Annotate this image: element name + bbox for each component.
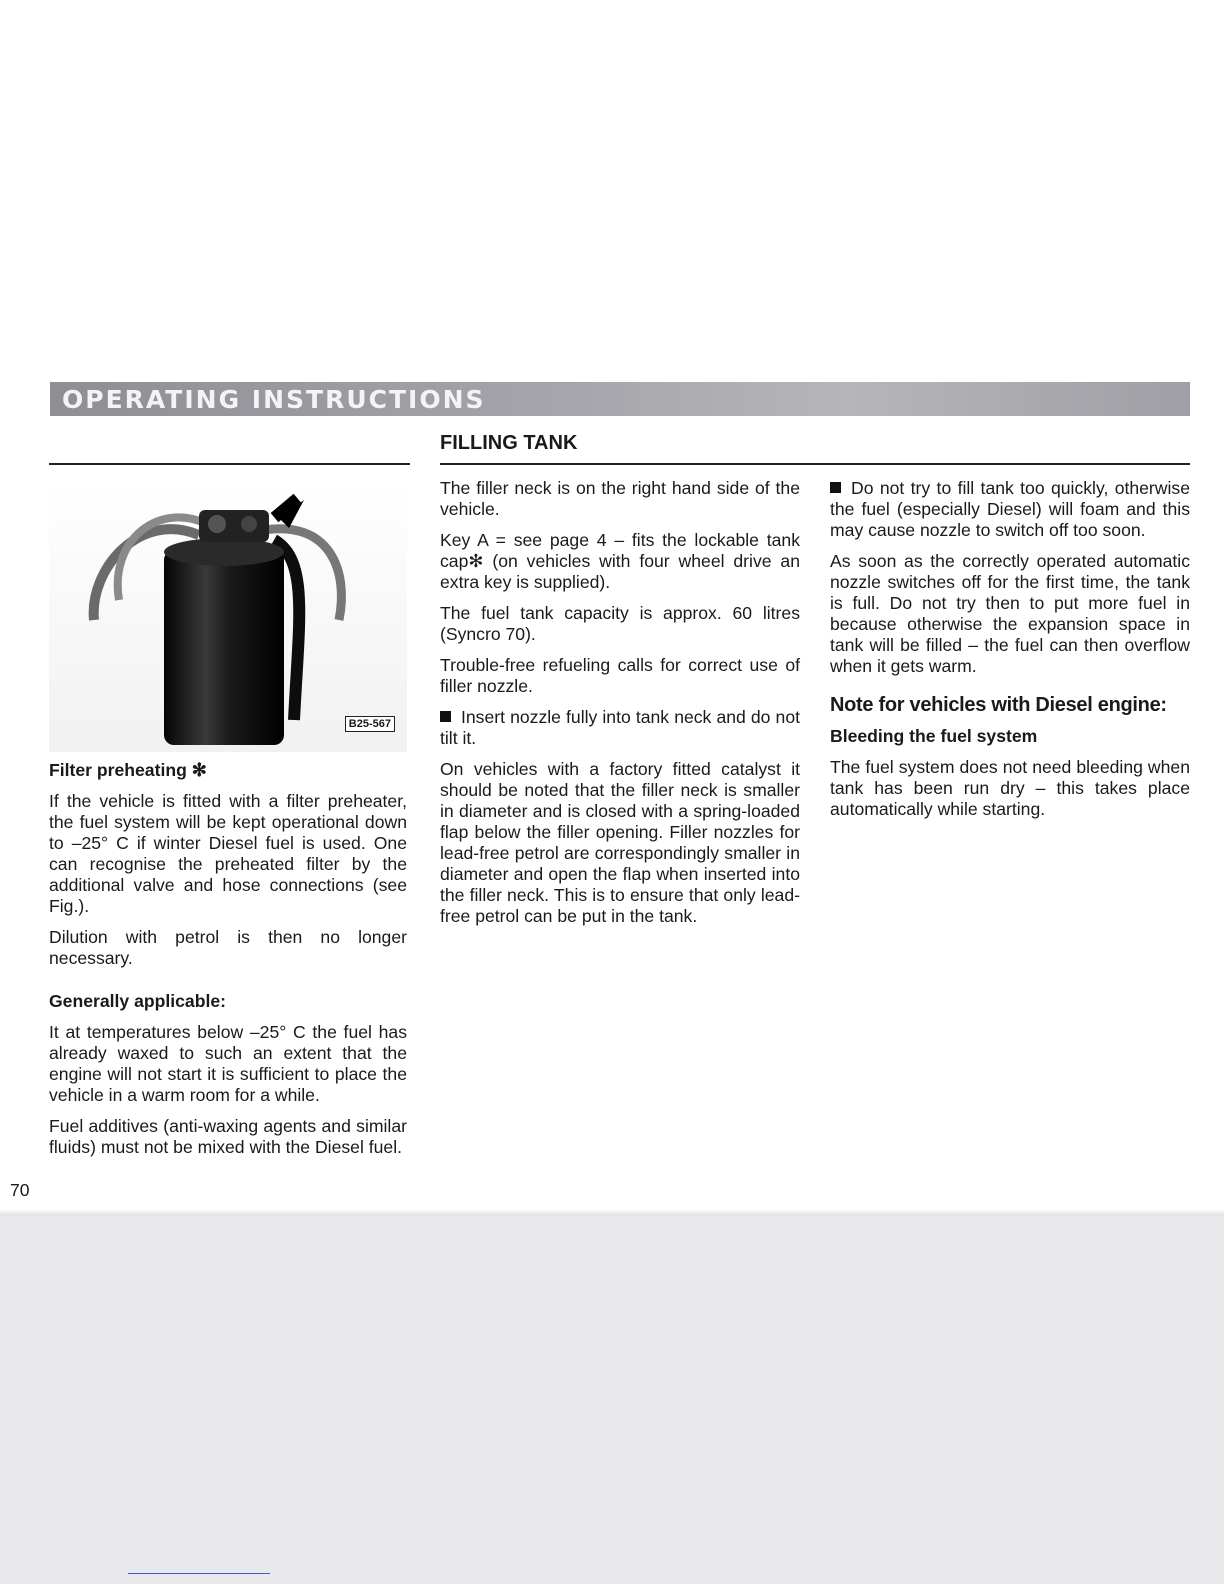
section-title: FILLING TANK xyxy=(440,432,578,454)
bleed-paragraph: The fuel system does not need bleeding when tank has been run dry – this takes place automatically while starting. xyxy=(830,757,1190,819)
blue-underline-mark xyxy=(128,1573,270,1574)
general-paragraph-1: It at temperatures below –25° C the fuel has already waxed to such an extent that the engine will not start it is sufficient to place the vehicle in a warm room for a while. xyxy=(49,1022,407,1105)
fuel-filter-figure xyxy=(49,480,407,752)
general-heading: Generally applicable: xyxy=(49,991,226,1011)
header-banner xyxy=(50,382,1190,416)
square-bullet-icon xyxy=(440,711,451,722)
mid-paragraph-6: On vehicles with a factory fitted catalyst it should be noted that the filler neck is smaller in diameter and is closed with a spring-loaded flap below the filler opening. Filler nozzles for lead-free petrol are correspondingly smaller in diameter and open the flap when inserted into the filler neck. This is to ensure that only lead-free petrol can be put in the tank. xyxy=(440,759,800,926)
bleed-heading: Bleeding the fuel system xyxy=(830,726,1038,746)
mid-paragraph-4: Trouble-free refueling calls for correct use of filler nozzle. xyxy=(440,655,800,696)
mid-paragraph-3: The fuel tank capacity is approx. 60 litres (Syncro 70). xyxy=(440,603,800,644)
star-icon: ✻ xyxy=(468,551,484,571)
figure-label: B25-567 xyxy=(345,716,395,732)
right-bullet-text: Do not try to fill tank too quickly, otherwise the fuel (especially Diesel) will foam and this may cause nozzle to switch off too soon. xyxy=(830,478,1190,540)
key-text-cont: (on vehicles with four wheel drive an extra key is supplied). xyxy=(440,551,800,592)
divider-main xyxy=(440,463,1190,465)
middle-column xyxy=(440,478,800,937)
square-bullet-icon xyxy=(830,482,841,493)
filter-heading xyxy=(49,760,407,781)
filter-paragraph-1: If the vehicle is fitted with a filter preheater, the fuel system will be kept operational down to –25° C if winter Diesel fuel is used. One can recognise the preheated filter by the additional valve and hose connections (see Fig.). xyxy=(49,791,407,916)
right-bullet-paragraph xyxy=(830,478,1190,541)
filter-heading-text: Filter preheating xyxy=(49,760,187,780)
right-column xyxy=(830,478,1190,830)
general-paragraph-2: Fuel additives (anti-waxing agents and similar fluids) must not be mixed with the Diesel fuel. xyxy=(49,1116,407,1157)
banner-title: OPERATING INSTRUCTIONS xyxy=(62,385,486,414)
fuel-filter-illustration xyxy=(49,480,407,752)
mid-bullet-paragraph xyxy=(440,707,800,749)
key-text: Key A = see page 4 – fits the lockable tank cap xyxy=(440,530,800,571)
page-number: 70 xyxy=(10,1180,30,1200)
note-heading: Note for vehicles with Diesel engine: xyxy=(830,694,1167,716)
mid-paragraph-2 xyxy=(440,530,800,593)
star-icon: ✻ xyxy=(191,760,207,780)
divider-left xyxy=(49,463,410,465)
filter-paragraph-2: Dilution with petrol is then no longer necessary. xyxy=(49,927,407,968)
right-paragraph-2: As soon as the correctly operated automatic nozzle switches off for the first time, the tank is full. Do not try then to put more fuel in because otherwise the expansion space in tank will be filled – the fuel can then overflow when it gets warm. xyxy=(830,551,1190,676)
mid-paragraph-1: The filler neck is on the right hand side of the vehicle. xyxy=(440,478,800,519)
mid-bullet-text: Insert nozzle fully into tank neck and do not tilt it. xyxy=(440,707,800,748)
background-surface xyxy=(0,1216,1224,1584)
left-column xyxy=(49,760,407,1168)
